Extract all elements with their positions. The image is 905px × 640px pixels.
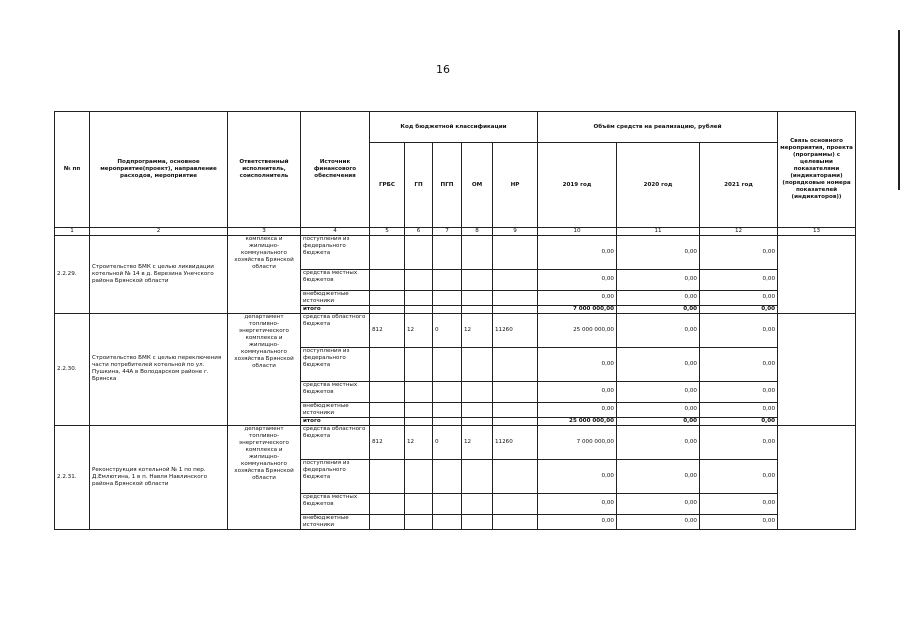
- code-gp: [405, 514, 433, 529]
- code-gp: [405, 402, 433, 417]
- table-row: [55, 313, 856, 347]
- page-number: 16: [436, 63, 450, 76]
- code-om: [462, 290, 493, 305]
- code-nr: [493, 381, 538, 402]
- code-gp: [405, 235, 433, 269]
- amount-2019: 25 000 000,00: [538, 417, 617, 425]
- code-pgp: [433, 402, 462, 417]
- item-name: Строительство БМК с целью ликвидации котельной № 14 в д. Березина Унечского района Брянской области: [90, 235, 228, 313]
- code-nr: [493, 402, 538, 417]
- amount-2020: 0,00: [617, 514, 700, 529]
- funding-source: поступления из федерального бюджета: [301, 347, 370, 381]
- amount-2019: 0,00: [538, 493, 617, 514]
- funding-source: итого: [301, 305, 370, 313]
- code-pgp: [433, 235, 462, 269]
- code-pgp: [433, 417, 462, 425]
- amount-2019: 0,00: [538, 235, 617, 269]
- code-om: 12: [462, 425, 493, 459]
- code-nr: 11260: [493, 425, 538, 459]
- code-om: [462, 402, 493, 417]
- amount-2020: 0,00: [617, 459, 700, 493]
- header-executor: Ответственный исполнитель, соисполнитель: [228, 112, 301, 228]
- scan-edge-line: [898, 30, 900, 190]
- code-gp: [405, 493, 433, 514]
- code-pgp: [433, 493, 462, 514]
- code-gp: [405, 459, 433, 493]
- code-pgp: 0: [433, 425, 462, 459]
- code-pgp: [433, 290, 462, 305]
- column-number: 6: [405, 228, 433, 236]
- column-number: 7: [433, 228, 462, 236]
- code-nr: [493, 417, 538, 425]
- code-om: [462, 235, 493, 269]
- code-grbs: [370, 347, 405, 381]
- header-num: № пп: [55, 112, 90, 228]
- item-executor: комплекса и жилищно-коммунального хозяйства Брянской области: [228, 235, 301, 313]
- code-grbs: 812: [370, 313, 405, 347]
- amount-2021: 0,00: [700, 425, 778, 459]
- column-number: 4: [301, 228, 370, 236]
- item-executor: департамент топливно-энергетического комплекса и жилищно-коммунального хозяйства Брянской области: [228, 425, 301, 529]
- column-number: 12: [700, 228, 778, 236]
- amount-2021: 0,00: [700, 290, 778, 305]
- code-gp: [405, 290, 433, 305]
- code-grbs: [370, 305, 405, 313]
- table-row: [55, 425, 856, 459]
- item-number: 2.2.29.: [55, 235, 90, 313]
- header-indicator-link: Связь основного мероприятия, проекта (программы) с целевыми показателями (индикаторами) (порядковые номера показателей (индикаторов)): [778, 112, 856, 228]
- indicator-link: [778, 235, 856, 313]
- code-om: [462, 514, 493, 529]
- code-nr: [493, 493, 538, 514]
- item-number: 2.2.31.: [55, 425, 90, 529]
- header-amounts: Объём средств на реализацию, рублей: [538, 112, 778, 143]
- funding-source: средства областного бюджета: [301, 313, 370, 347]
- code-gp: 12: [405, 313, 433, 347]
- amount-2019: 25 000 000,00: [538, 313, 617, 347]
- code-pgp: [433, 459, 462, 493]
- code-om: [462, 305, 493, 313]
- amount-2019: 0,00: [538, 514, 617, 529]
- code-nr: 11260: [493, 313, 538, 347]
- amount-2021: 0,00: [700, 417, 778, 425]
- code-pgp: [433, 514, 462, 529]
- amount-2020: 0,00: [617, 402, 700, 417]
- code-pgp: [433, 381, 462, 402]
- code-om: 12: [462, 313, 493, 347]
- code-nr: [493, 269, 538, 290]
- header-code-pgp: ПГП: [433, 143, 462, 228]
- item-name: Строительство БМК с целью переключения части потребителей котельной по ул. Пушкина, 44А в Володарском районе г. Брянска: [90, 313, 228, 425]
- amount-2021: 0,00: [700, 269, 778, 290]
- table-row: [55, 235, 856, 269]
- column-number: 8: [462, 228, 493, 236]
- amount-2019: 7 000 000,00: [538, 305, 617, 313]
- code-pgp: [433, 305, 462, 313]
- code-grbs: [370, 459, 405, 493]
- funding-source: средства местных бюджетов: [301, 493, 370, 514]
- amount-2020: 0,00: [617, 347, 700, 381]
- amount-2019: 0,00: [538, 269, 617, 290]
- funding-source: средства местных бюджетов: [301, 269, 370, 290]
- amount-2020: 0,00: [617, 417, 700, 425]
- code-om: [462, 269, 493, 290]
- table-body: [55, 235, 856, 529]
- amount-2021: 0,00: [700, 514, 778, 529]
- code-pgp: 0: [433, 313, 462, 347]
- amount-2021: 0,00: [700, 235, 778, 269]
- header-code-nr: НР: [493, 143, 538, 228]
- code-om: [462, 459, 493, 493]
- item-executor: департамент топливно-энергетического комплекса и жилищно-коммунального хозяйства Брянской области: [228, 313, 301, 425]
- code-om: [462, 493, 493, 514]
- amount-2020: 0,00: [617, 290, 700, 305]
- code-pgp: [433, 347, 462, 381]
- amount-2021: 0,00: [700, 381, 778, 402]
- funding-source: средства областного бюджета: [301, 425, 370, 459]
- amount-2020: 0,00: [617, 305, 700, 313]
- code-gp: [405, 417, 433, 425]
- code-grbs: [370, 493, 405, 514]
- code-grbs: [370, 402, 405, 417]
- funding-source: средства местных бюджетов: [301, 381, 370, 402]
- column-number: 13: [778, 228, 856, 236]
- indicator-link: [778, 313, 856, 425]
- header-code-gp: ГП: [405, 143, 433, 228]
- code-nr: [493, 459, 538, 493]
- code-grbs: [370, 235, 405, 269]
- amount-2021: 0,00: [700, 313, 778, 347]
- amount-2021: 0,00: [700, 305, 778, 313]
- code-grbs: [370, 514, 405, 529]
- column-number: 2: [90, 228, 228, 236]
- code-grbs: [370, 269, 405, 290]
- funding-source: внебюджетные источники: [301, 514, 370, 529]
- code-gp: [405, 347, 433, 381]
- code-gp: [405, 305, 433, 313]
- amount-2019: 0,00: [538, 347, 617, 381]
- funding-source: итого: [301, 417, 370, 425]
- header-budget-codes: Код бюджетной классификации: [370, 112, 538, 143]
- column-number: 10: [538, 228, 617, 236]
- amount-2020: 0,00: [617, 269, 700, 290]
- header-year-2021: 2021 год: [700, 143, 778, 228]
- amount-2021: 0,00: [700, 493, 778, 514]
- code-nr: [493, 235, 538, 269]
- code-nr: [493, 305, 538, 313]
- column-number-row: [55, 228, 856, 236]
- header-source: Источник финансового обеспечения: [301, 112, 370, 228]
- header-name: Подпрограмма, основное мероприятие(проект), направление расходов, мероприятие: [90, 112, 228, 228]
- code-nr: [493, 514, 538, 529]
- budget-table: [54, 111, 856, 530]
- column-number: 3: [228, 228, 301, 236]
- amount-2020: 0,00: [617, 381, 700, 402]
- amount-2019: 0,00: [538, 290, 617, 305]
- item-number: 2.2.30.: [55, 313, 90, 425]
- code-om: [462, 417, 493, 425]
- code-om: [462, 347, 493, 381]
- header-code-grbs: ГРБС: [370, 143, 405, 228]
- funding-source: поступления из федерального бюджета: [301, 459, 370, 493]
- amount-2021: 0,00: [700, 459, 778, 493]
- funding-source: внебюджетные источники: [301, 290, 370, 305]
- amount-2019: 0,00: [538, 459, 617, 493]
- code-pgp: [433, 269, 462, 290]
- header-year-2019: 2019 год: [538, 143, 617, 228]
- code-nr: [493, 290, 538, 305]
- code-grbs: 812: [370, 425, 405, 459]
- code-gp: 12: [405, 425, 433, 459]
- code-grbs: [370, 381, 405, 402]
- header-year-2020: 2020 год: [617, 143, 700, 228]
- indicator-link: [778, 425, 856, 529]
- funding-source: поступления из федерального бюджета: [301, 235, 370, 269]
- code-nr: [493, 347, 538, 381]
- amount-2021: 0,00: [700, 402, 778, 417]
- code-grbs: [370, 417, 405, 425]
- column-number: 5: [370, 228, 405, 236]
- funding-source: внебюджетные источники: [301, 402, 370, 417]
- item-name: Реконструкция котельной № 1 по пер. Д.Емлютина, 1 в п. Навля Навлинского района Брянской области: [90, 425, 228, 529]
- column-number: 9: [493, 228, 538, 236]
- amount-2020: 0,00: [617, 425, 700, 459]
- code-om: [462, 381, 493, 402]
- code-grbs: [370, 290, 405, 305]
- code-gp: [405, 269, 433, 290]
- amount-2020: 0,00: [617, 235, 700, 269]
- column-number: 11: [617, 228, 700, 236]
- amount-2021: 0,00: [700, 347, 778, 381]
- amount-2019: 7 000 000,00: [538, 425, 617, 459]
- code-gp: [405, 381, 433, 402]
- header-code-om: ОМ: [462, 143, 493, 228]
- amount-2020: 0,00: [617, 313, 700, 347]
- amount-2019: 0,00: [538, 381, 617, 402]
- column-number: 1: [55, 228, 90, 236]
- amount-2019: 0,00: [538, 402, 617, 417]
- amount-2020: 0,00: [617, 493, 700, 514]
